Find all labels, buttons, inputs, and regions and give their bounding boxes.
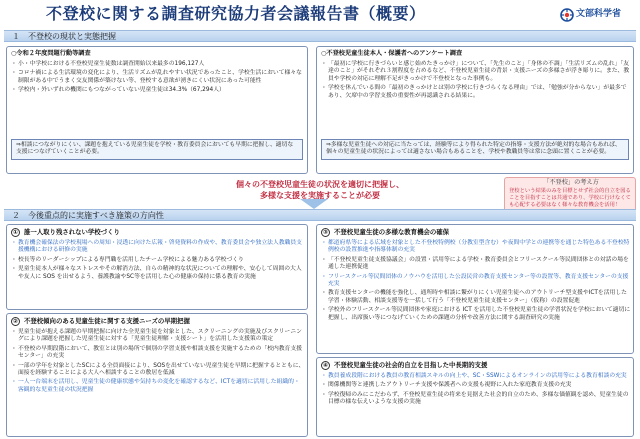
policy-2-title: 不登校傾向のある児童生徒に関する支援ニーズの早期把握: [24, 317, 190, 326]
policy-4-number: ④: [322, 362, 329, 369]
policy-4-item-2: ・ 関係機関等と連携したアウトリーチ支援や保護者への支援も視野に入れた家庭教育支援の充実: [321, 382, 631, 389]
section2-label: ２ 今後重点的に実施すべき施策の方向性: [12, 211, 164, 220]
header: [0, 0, 640, 30]
policy-3-item-4: ・ 教育支援センターの機能を強化し、通所時や相談に繋がりにくい児童生徒へのアウトリーチ型支援やICTを活用した学習・体験活動、相談支援等を一括して行う「不登校児童生徒支援センター」（仮称）の設置促進: [321, 290, 631, 305]
section1-bar: [4, 30, 636, 42]
policy-3-item-1: ・ 都道府県等による広域を対象とした不登校特例校（分教室型含む）や夜間中学との連携等を通じた特色ある不登校特例校の設置推進や指導体制の充実: [321, 240, 631, 255]
survey-right-heading: ○不登校児童生徒本人・保護者へのアンケート調査: [321, 50, 463, 57]
policy-1-item-2: ・ 校長等のリーダーシップによる専門職を活用したチーム学校による魅力ある学校づくり: [11, 257, 305, 264]
policy-1-title: 誰一人取り残されない学校づくり: [24, 228, 120, 237]
policy-1-item-1: ・ 教育機会確保法の学校現場への周知・浸透に向けた広報・啓発資料の作成や、教育委員会や独立法人教職員支援機構における研修の実施: [11, 240, 305, 255]
policy-box-3: [316, 224, 634, 354]
key-message-line1: 個々の不登校児童生徒の状況を適切に把握し、: [236, 180, 404, 189]
policy-4-title: 不登校児童生徒の社会的自立を目指した中長期的支援: [334, 361, 488, 370]
survey-box-right: [316, 46, 634, 174]
page-title: 不登校に関する調査研究協力者会議報告書（概要）: [46, 4, 426, 23]
policy-2-item-3: ・ 一部の学年を対象としたSCによる全員面接により、SOSを出せていない児童生徒を早期に把握するとともに、面接を経験することによる大人へ相談することの敷居を低減: [11, 363, 305, 378]
policy-3-title: 不登校児童生徒の多様な教育機会の確保: [334, 228, 450, 237]
ministry-logo-text: 文部科学省: [576, 9, 622, 19]
section1-label: １ 不登校の現状と実態把握: [12, 32, 116, 41]
policy-4-item-3: ・ 学校復帰のみにこだわらず、不登校児童生徒の将来を見据えた社会的自立のため、多様な価値観を認め、児童生徒の目標の様な伝えいような支援の実施: [321, 392, 631, 407]
survey-left-item-3: ・ 学校内・外いずれの機関にもつながっていない児童生徒は34.3%（67,294人）: [11, 87, 305, 94]
policy-box-1: [6, 224, 308, 310]
policy-1-number: ①: [12, 229, 19, 236]
survey-left-item-2: ・ コロナ禍による生活環境の変化により、生活リズムが乱れやすい状況であったこと、学校生活において様々な制限がある中でうまく交友関係が築けない等、登校する意欲が湧きにくい状況にあった可能性: [11, 70, 305, 85]
policy-3-heading: [321, 228, 631, 237]
policy-2-item-4: ・ 一人一台端末を活用し、児童生徒の健康状態や気持ちの変化を確認するなど、ICTを適切に活用した組織的・客観的な児童生徒の状況把握: [11, 379, 305, 394]
policy-3-item-5: ・ 学校外のフリースクール等民間団体や家庭における ICT を活用した不登校児童生徒の学習状況を学校において適切に把握し、出席扱い等につなげていくための課題の分析や改善方法に関する調査研究の実施: [321, 307, 631, 322]
down-arrow-icon: [300, 199, 328, 209]
survey-right-conclusion: ⇒多様な児童生徒への対応に当たっては、経験等により得られた特定の指導・支援方法が絶対的な場合もあれば、個々の児童生徒の状況によっては適さない場合もあることを、学校や教職員等は常に念頭に置くことが必要。: [321, 139, 629, 160]
policy-2-item-2: ・ 不登校の早期段階において、教室とは別の場所で個別の学習支援や相談支援を実施するための「校内教育支援センター」の充実: [11, 346, 305, 361]
policy-2-item-1: ・ 児童生徒が抱える課題の早期把握に向けた全児童生徒を対象とした、スクリーニングの実施及びスクリーニングにより課題を把握した児童生徒に対する「児童生徒理解・支援シート」を活用した支援策の策定: [11, 329, 305, 344]
policy-box-2: [6, 313, 308, 437]
policy-1-heading: [11, 228, 305, 237]
survey-left-heading: ○令和２年度問題行動等調査: [11, 50, 91, 57]
ministry-logo: [560, 6, 636, 24]
survey-left-conclusion: ⇒相談につながりにくい、課題を抱えている児童生徒を学校・教育委員会においても早期に把握し、適切な支援につなげていくことが必要。: [11, 139, 303, 160]
survey-box-left: [6, 46, 308, 174]
ministry-logo-icon: [560, 8, 574, 22]
policy-2-number: ②: [12, 318, 19, 325]
policy-3-number: ③: [322, 229, 329, 236]
policy-box-4: [316, 357, 634, 437]
policy-2-heading: [11, 317, 305, 326]
key-message-line2: 多様な支援を実施することが必要: [260, 190, 380, 200]
concept-body: 登校という結果のみを目標とせず社会的自立を図ることを目指すことは共通であり、学校に行けなくても心配する必要はなく様々な教育機会を活用！: [509, 188, 631, 208]
policy-4-heading: [321, 361, 631, 370]
survey-left-item-1: ・ 小・中学校における不登校児童生徒数は調査開始以来最多の196,127人: [11, 61, 305, 68]
policy-3-item-2: ・ 「不登校児童生徒支援協議会」の設置・活用等による学校・教育委員会とフリースクール等民間団体との対話の場を通した連携促進: [321, 257, 631, 272]
policy-3-item-3: ・ フリースクール等民間団体のノウハウを活用した公設民営の教育支援センター等の設置等、教育支援センターの支援充実: [321, 274, 631, 289]
policy-4-item-1: ・ 教員養成段階における教員の教育相談スキルの向上や、SC・SSWによるオンラインの活用等による教育相談の充実: [321, 373, 631, 380]
section2-bar: [4, 209, 636, 221]
survey-right-item-2: ・ 学校を休んでいる間の「最初のきっかけとは別の学校に行きづらくなる理由」では、「勉強が分からない」が最多であり、欠席中の学習支援の重要性が再認識される結果に。: [321, 85, 631, 100]
survey-right-item-1: ・ 「最初に学校に行きづらいと感じ始めたきっかけ」について、「先生のこと」「身体の不調」「生活リズムの乱れ」「友達のこと」がそれぞれ３割程度を占めるなど、不登校児童生徒の背景・支援ニーズの多様さが浮き彫りに。また、教員や学校の対応に理解不足がきっかけで不登校となった事例も。: [321, 61, 631, 83]
policy-1-item-3: ・ 児童生徒本人が様々なストレスやその解消方法、自らの精神的な状況についての理解や、安心して周囲の大人や友人に SOS を出せるよう、養護教諭やSC等を活用した心の健康の保持に係る教育の実施: [11, 266, 305, 281]
concept-heading: 「不登校」の考え方: [543, 179, 599, 186]
